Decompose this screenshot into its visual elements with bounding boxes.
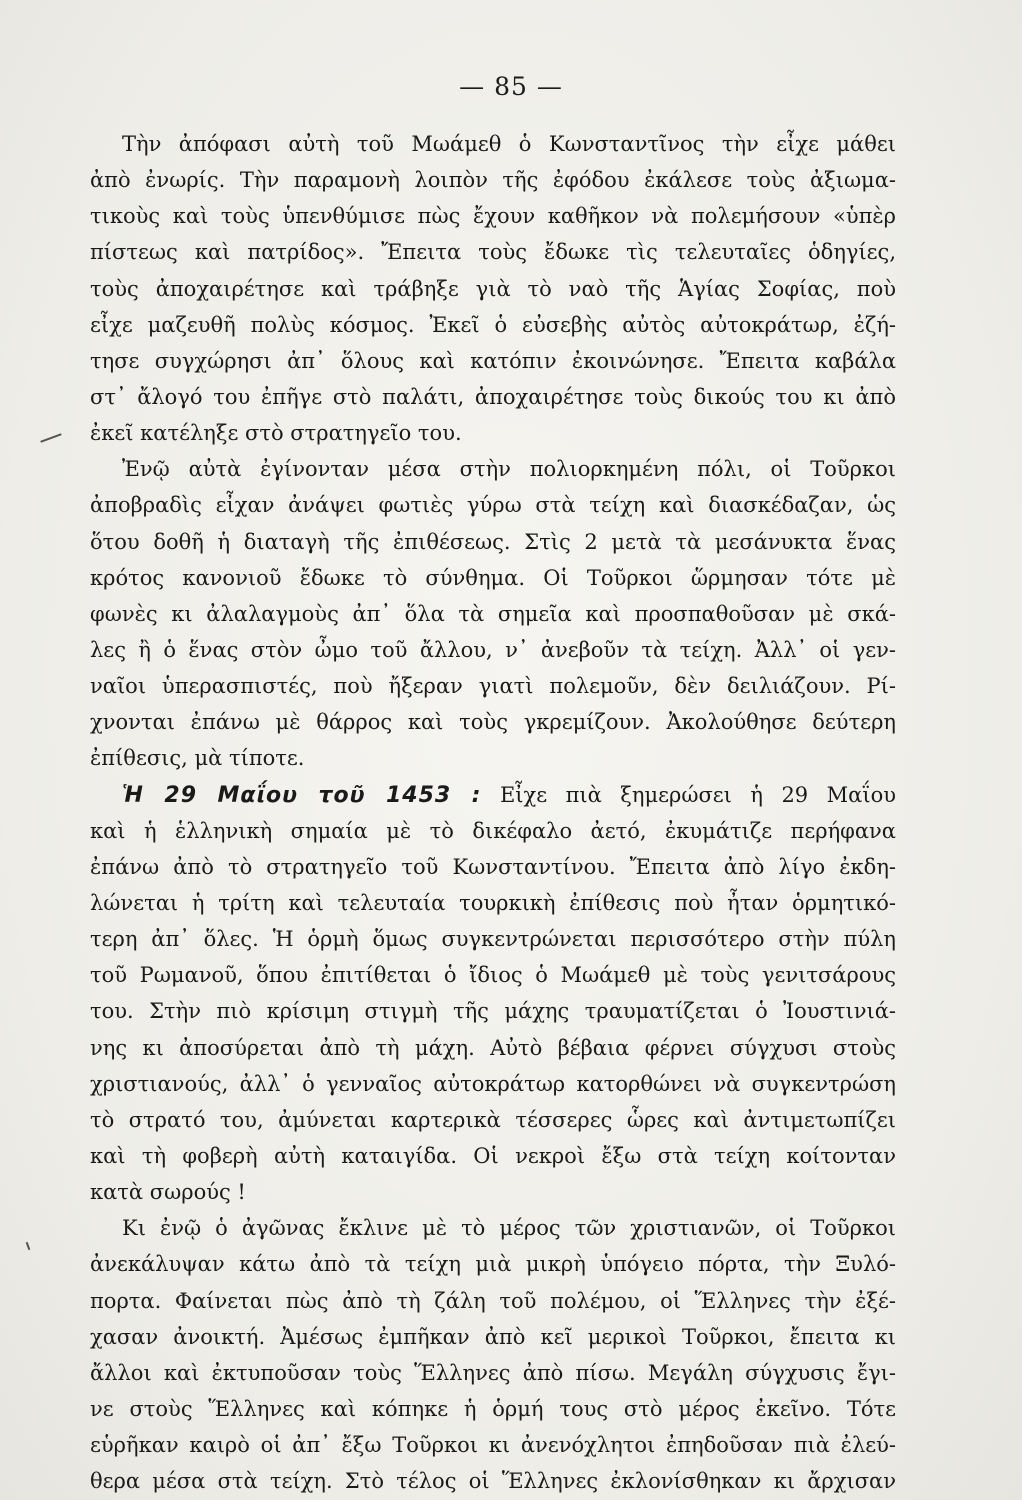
text-line: ὅτου δοθῆ ἡ διαταγὴ τῆς ἐπιθέσεως. Στὶς 2 μετὰ τὰ μεσάνυκτα ἕνας: [90, 529, 896, 554]
section-heading: Ἡ 29 Μαΐου τοῦ 1453 :: [122, 782, 482, 808]
text-line: τὸ στρατό του, ἀμύνεται καρτερικὰ τέσσερες ὧρες καὶ ἀντιμετωπίζει: [90, 1107, 896, 1132]
text-line: φωνὲς κι ἀλαλαγμοὺς ἀπ᾽ ὅλα τὰ σημεῖα καὶ προσπαθοῦσαν μὲ σκά-: [90, 601, 896, 626]
text-line: Τὴν ἀπόφασι αὐτὴ τοῦ Μωάμεθ ὁ Κωνσταντῖνος τὴν εἶχε μάθει: [122, 132, 896, 156]
body-text: [90, 126, 896, 1499]
text-line: λώνεται ἡ τρίτη καὶ τελευταία τουρκικὴ ἐπίθεσις ποὺ ἦταν ὁρμητικό-: [90, 890, 896, 915]
text-line: Ἐνῷ αὐτὰ ἐγίνονταν μέσα στὴν πολιορκημένη πόλι, οἱ Τοῦρκοι: [122, 457, 896, 482]
text-line: χριστιανούς, ἀλλ᾽ ὁ γενναῖος αὐτοκράτωρ κατορθώνει νὰ συγκεντρώση: [90, 1071, 896, 1096]
text-line: ἐκεῖ κατέληξε στὸ στρατηγεῖο του.: [90, 421, 462, 446]
text-line: Κι ἐνῷ ὁ ἀγῶνας ἔκλινε μὲ τὸ μέρος τῶν χριστιανῶν, οἱ Τοῦρκοι: [122, 1216, 896, 1241]
text-line: ἐπίθεσις, μὰ τίποτε.: [90, 746, 305, 771]
margin-pencil-mark: [26, 1242, 31, 1250]
text-line: ἄλλοι καὶ ἐκτυποῦσαν τοὺς Ἕλληνες ἀπὸ πίσω. Μεγάλη σύγχυσις ἔγι-: [90, 1360, 896, 1385]
text-line: πίστεως καὶ πατρίδος». Ἔπειτα τοὺς ἔδωκε τὶς τελευταῖες ὁδηγίες,: [90, 240, 896, 265]
text-line: λες ἢ ὁ ἕνας στὸν ὦμο τοῦ ἄλλου, ν᾽ ἀνεβοῦν τὰ τείχη. Ἀλλ᾽ οἱ γεν-: [90, 637, 896, 662]
text-line: στ᾽ ἄλογό του ἐπῆγε στὸ παλάτι, ἀποχαιρέτησε τοὺς δικούς του κι ἀπὸ: [90, 384, 896, 409]
text-run: Εἶχε πιὰ ξημερώσει ἡ 29 Μαΐου: [481, 782, 896, 807]
text-line: τησε συγχώρησι ἀπ᾽ ὅλους καὶ κατόπιν ἐκοινώνησε. Ἔπειτα καβάλα: [90, 348, 896, 373]
text-line: νε στοὺς Ἕλληνες καὶ κόπηκε ἡ ὁρμή τους στὸ μέρος ἐκεῖνο. Τότε: [90, 1396, 896, 1421]
text-line: εὑρῆκαν καιρὸ οἱ ἀπ᾽ ἔξω Τοῦρκοι κι ἀνενόχλητοι ἐπηδοῦσαν πιὰ ἐλεύ-: [90, 1433, 896, 1458]
text-line: [90, 777, 896, 813]
text-line: ἀνεκάλυψαν κάτω ἀπὸ τὰ τείχη μιὰ μικρὴ ὑπόγειο πόρτα, τὴν Ξυλό-: [90, 1252, 896, 1277]
text-line: τικοὺς καὶ τοὺς ὑπενθύμισε πὼς ἔχουν καθῆκον νὰ πολεμήσουν «ὑπὲρ: [90, 204, 896, 229]
margin-pencil-mark: [40, 433, 61, 442]
text-line: τοῦ Ρωμανοῦ, ὅπου ἐπιτίθεται ὁ ἴδιος ὁ Μωάμεθ μὲ τοὺς γενιτσάρους: [90, 963, 896, 988]
text-line: χασαν ἀνοικτή. Ἀμέσως ἐμπῆκαν ἀπὸ κεῖ μερικοὶ Τοῦρκοι, ἔπειτα κι: [90, 1324, 896, 1349]
text-line: εἶχε μαζευθῆ πολὺς κόσμος. Ἐκεῖ ὁ εὐσεβὴς αὐτὸς αὐτοκράτωρ, ἐζή-: [90, 312, 896, 337]
text-line: χνονται ἐπάνω μὲ θάρρος καὶ τοὺς γκρεμίζουν. Ἀκολούθησε δεύτερη: [90, 710, 896, 735]
text-line: κρότος κανονιοῦ ἔδωκε τὸ σύνθημα. Οἱ Τοῦρκοι ὥρμησαν τότε μὲ: [90, 565, 896, 590]
text-line: καὶ ἡ ἑλληνικὴ σημαία μὲ τὸ δικέφαλο ἀετό, ἐκυμάτιζε περήφανα: [90, 818, 896, 843]
text-line: κατὰ σωρούς !: [90, 1180, 246, 1205]
text-line: ἀπὸ ἐνωρίς. Τὴν παραμονὴ λοιπὸν τῆς ἐφόδου ἐκάλεσε τοὺς ἀξιωμα-: [90, 168, 896, 193]
text-line: τερη ἀπ᾽ ὅλες. Ἡ ὁρμὴ ὅμως συγκεντρώνεται περισσότερο στὴν πύλη: [90, 927, 896, 952]
text-line: πορτα. Φαίνεται πὼς ἀπὸ τὴ ζάλη τοῦ πολέμου, οἱ Ἕλληνες τὴν ἐξέ-: [90, 1288, 896, 1313]
text-line: θερα μέσα στὰ τείχη. Στὸ τέλος οἱ Ἕλληνες ἐκλονίσθηκαν κι ἄρχισαν: [90, 1469, 896, 1494]
page-number: — 85 —: [459, 72, 563, 101]
text-line: καὶ τὴ φοβερὴ αὐτὴ καταιγίδα. Οἱ νεκροὶ ἔξω στὰ τείχη κοίτονταν: [90, 1143, 896, 1168]
text-line: νης κι ἀποσύρεται ἀπὸ τὴ μάχη. Αὐτὸ βέβαια φέρνει σύγχυσι στοὺς: [90, 1035, 896, 1060]
text-line: τοὺς ἀποχαιρέτησε καὶ τράβηξε γιὰ τὸ ναὸ τῆς Ἁγίας Σοφίας, ποὺ: [90, 276, 896, 301]
text-line: ναῖοι ὑπερασπιστές, ποὺ ἤξεραν γιατὶ πολεμοῦν, δὲν δειλιάζουν. Ρί-: [90, 674, 896, 699]
text-line: ἐπάνω ἀπὸ τὸ στρατηγεῖο τοῦ Κωνσταντίνου. Ἔπειτα ἀπὸ λίγο ἐκδη-: [90, 854, 896, 879]
text-line: του. Στὴν πιὸ κρίσιμη στιγμὴ τῆς μάχης τραυματίζεται ὁ Ἰουστινιά-: [90, 999, 896, 1024]
text-line: ἀποβραδὶς εἶχαν ἀνάψει φωτιὲς γύρω στὰ τείχη καὶ διασκέδαζαν, ὡς: [90, 493, 896, 518]
